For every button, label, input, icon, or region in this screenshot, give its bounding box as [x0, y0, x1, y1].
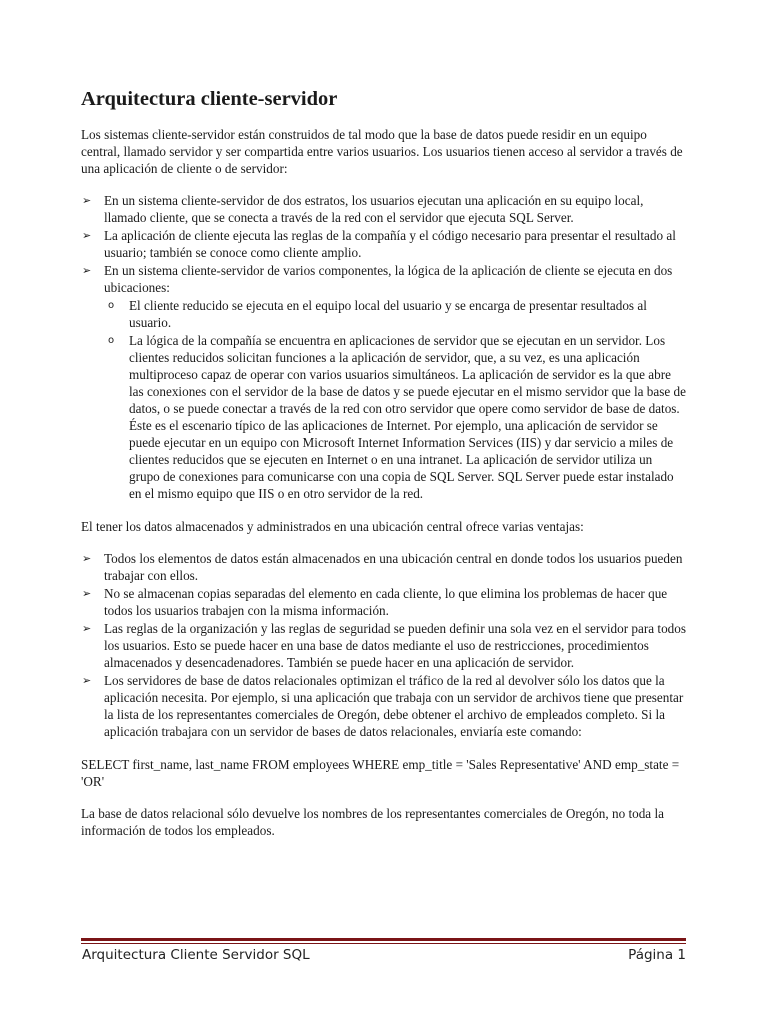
list-item: ➢ No se almacenan copias separadas del elemento en cada cliente, lo que elimina los problemas de hacer que todos los usuarios trabajen con la misma información.: [82, 586, 668, 618]
list-item: o El cliente reducido se ejecuta en el equipo local del usuario y se encarga de presentar resultados al usuario.: [108, 298, 647, 330]
arrow-bullet-icon: ➢: [82, 264, 92, 277]
bullet-list-advantages: [81, 550, 686, 740]
circle-bullet-icon: o: [108, 335, 115, 346]
footer-divider: [81, 938, 686, 941]
arrow-bullet-icon: ➢: [82, 622, 92, 635]
list-item: ➢ En un sistema cliente-servidor de dos estratos, los usuarios ejecutan una aplicación en su equipo local, llamado cliente, que se conecta a través de la red con el servidor que ejecuta SQL Server.: [82, 193, 644, 225]
page-title: Arquitectura cliente-servidor: [81, 88, 338, 110]
advantages-intro: El tener los datos almacenados y administrados en una ubicación central ofrece varias ventajas:: [81, 519, 584, 534]
arrow-bullet-icon: ➢: [82, 552, 92, 565]
sub-bullet-list: [81, 297, 686, 502]
arrow-bullet-icon: ➢: [82, 229, 92, 242]
list-item: ➢ En un sistema cliente-servidor de varios componentes, la lógica de la aplicación de cliente se ejecuta en dos ubicaciones:: [82, 263, 673, 295]
page-number: Página 1: [628, 947, 686, 963]
intro-paragraph: Los sistemas cliente-servidor están construidos de tal modo que la base de datos puede residir en un equipo central, llamado servidor y ser compartida entre varios usuarios. Los usuarios tienen acceso al servidor a través de una aplicación de cliente o de servidor:: [81, 127, 683, 176]
footer-title: Arquitectura Cliente Servidor SQL: [82, 947, 310, 963]
sql-command: SELECT first_name, last_name FROM employees WHERE emp_title = 'Sales Representative' AND emp_state = 'OR': [81, 757, 680, 789]
bullet-list-architecture: [81, 192, 686, 296]
list-item: ➢ Todos los elementos de datos están almacenados en una ubicación central en donde todos los usuarios pueden trabajar con ellos.: [82, 551, 683, 583]
list-item: ➢ Los servidores de base de datos relacionales optimizan el tráfico de la red al devolver sólo los datos que la aplicación necesita. Por ejemplo, si una aplicación que trabaja con un servidor de archivos tiene que presentar la lista de los representantes comerciales de Oregón, debe obtener el archivo de empleados completo. Si la aplicación trabajara con un servidor de bases de datos relacionales, enviaría este comando:: [82, 673, 684, 739]
arrow-bullet-icon: ➢: [82, 587, 92, 600]
list-item: ➢ Las reglas de la organización y las reglas de seguridad se pueden definir una sola vez en el servidor para todos los usuarios. Esto se puede hacer en una base de datos mediante el uso de restricciones, procedimientos almacenados y desencadenadores. También se puede hacer en una aplicación de servidor.: [82, 621, 686, 670]
footer-divider-thin: [81, 943, 686, 944]
list-item: ➢ La aplicación de cliente ejecuta las reglas de la compañía y el código necesario para presentar el resultado al usuario; también se conoce como cliente amplio.: [82, 228, 676, 260]
circle-bullet-icon: o: [108, 300, 115, 311]
list-item: o La lógica de la compañía se encuentra en aplicaciones de servidor que se ejecutan en un servidor. Los clientes reducidos solicitan funciones a la aplicación de servidor, que, a su vez, es una aplicación multiproceso capaz de operar con varios usuarios simultáneos. La aplicación de servidor es la que abre las conexiones con el servidor de la base de datos y se puede ejecutar en el mismo servidor que la base de datos, o se puede conectar a través de la red con otro servidor que opere como servidor de base de datos. Éste es el escenario típico de las aplicaciones de Internet. Por ejemplo, una aplicación de servidor se puede ejecutar en un equipo con Microsoft Internet Information Services (IIS) y dar servicio a miles de clientes reducidos que se ejecuten en Internet o en una intranet. La aplicación de servidor utiliza un grupo de conexiones para comunicarse con una copia de SQL Server. SQL Server puede estar instalado en el mismo equipo que IIS o en otro servidor de la red.: [108, 333, 686, 501]
arrow-bullet-icon: ➢: [82, 674, 92, 687]
closing-paragraph: La base de datos relacional sólo devuelve los nombres de los representantes comerciales de Oregón, no toda la información de todos los empleados.: [81, 806, 664, 838]
document-page: [81, 86, 686, 839]
arrow-bullet-icon: ➢: [82, 194, 92, 207]
